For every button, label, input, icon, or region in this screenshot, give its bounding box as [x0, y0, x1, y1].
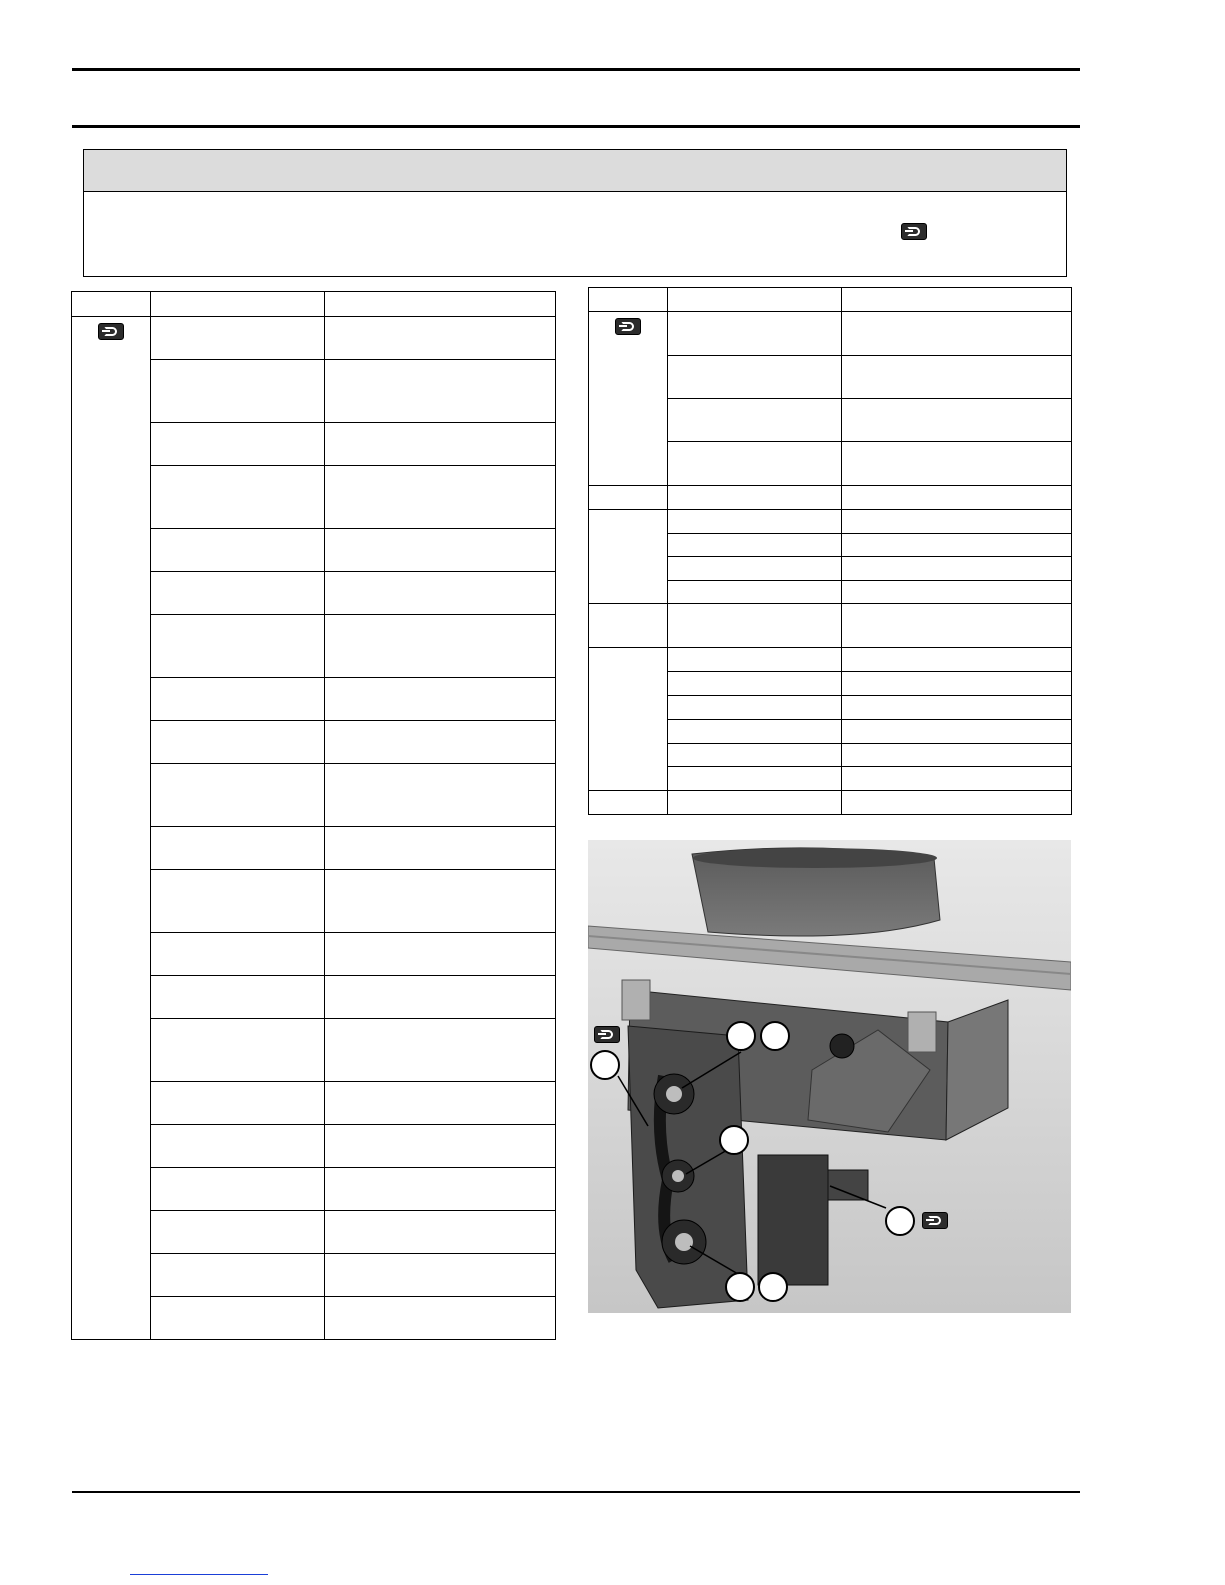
table-cell — [325, 976, 556, 1019]
table-cell — [842, 672, 1072, 696]
header-rule-bottom — [72, 125, 1080, 128]
specification-table-right — [588, 287, 1072, 815]
table-cell — [668, 442, 842, 486]
table-cell — [668, 534, 842, 557]
table-cell — [842, 486, 1072, 510]
header-rule-top — [72, 68, 1080, 71]
table-cell — [668, 720, 842, 744]
callout-marker — [760, 1021, 790, 1051]
key-tool-icon — [922, 1212, 948, 1229]
table-header-row — [72, 292, 556, 317]
table-cell — [325, 1125, 556, 1168]
table-cell — [668, 486, 842, 510]
table-cell — [842, 767, 1072, 791]
table-cell — [151, 1082, 325, 1125]
notice-box — [83, 149, 1067, 277]
callout-marker — [758, 1272, 788, 1302]
table-cell — [668, 581, 842, 604]
table-cell — [325, 933, 556, 976]
icon-cell — [589, 312, 668, 486]
notice-heading — [84, 150, 1066, 192]
table-cell — [842, 442, 1072, 486]
table-cell — [151, 317, 325, 360]
table-cell — [325, 1082, 556, 1125]
table-cell — [151, 615, 325, 678]
table-cell — [325, 360, 556, 423]
table-cell — [325, 572, 556, 615]
table-row — [589, 312, 1072, 356]
table-cell — [589, 604, 668, 648]
table-cell — [668, 744, 842, 767]
table-cell — [151, 827, 325, 870]
table-row — [72, 317, 556, 360]
column-header — [72, 292, 151, 317]
table-cell — [151, 1019, 325, 1082]
table-cell — [151, 1254, 325, 1297]
column-header — [842, 288, 1072, 312]
table-cell — [325, 423, 556, 466]
table-cell — [668, 557, 842, 581]
icon-cell — [72, 317, 151, 1340]
table-cell — [151, 1211, 325, 1254]
column-header — [151, 292, 325, 317]
table-cell — [668, 510, 842, 534]
table-cell — [842, 557, 1072, 581]
table-cell — [325, 1211, 556, 1254]
table-cell — [842, 510, 1072, 534]
table-row — [589, 510, 1072, 534]
key-tool-icon — [594, 1026, 620, 1043]
footer-link[interactable] — [130, 1574, 268, 1575]
callout-marker — [726, 1021, 756, 1051]
table-cell — [151, 1168, 325, 1211]
table-cell — [842, 581, 1072, 604]
table-cell — [668, 604, 842, 648]
table-cell — [151, 1125, 325, 1168]
table-row — [589, 604, 1072, 648]
table-cell — [842, 534, 1072, 557]
table-cell — [151, 933, 325, 976]
table-cell — [151, 764, 325, 827]
table-cell — [325, 317, 556, 360]
table-cell — [151, 423, 325, 466]
table-cell — [668, 767, 842, 791]
table-cell — [668, 791, 842, 815]
table-cell — [589, 648, 668, 791]
table-cell — [325, 615, 556, 678]
table-cell — [589, 486, 668, 510]
table-cell — [325, 870, 556, 933]
table-cell — [325, 466, 556, 529]
table-cell — [842, 312, 1072, 356]
table-cell — [668, 356, 842, 399]
table-cell — [668, 312, 842, 356]
table-cell — [325, 721, 556, 764]
table-cell — [589, 510, 668, 604]
table-cell — [842, 696, 1072, 720]
table-cell — [151, 572, 325, 615]
table-cell — [668, 672, 842, 696]
table-cell — [151, 529, 325, 572]
table-cell — [325, 827, 556, 870]
table-cell — [842, 604, 1072, 648]
key-tool-icon — [98, 323, 124, 340]
table-cell — [151, 721, 325, 764]
gearbox-illustration — [588, 840, 1071, 1313]
table-cell — [325, 1254, 556, 1297]
callout-marker — [590, 1050, 620, 1080]
callout-marker — [719, 1125, 749, 1155]
table-cell — [325, 764, 556, 827]
table-header-row — [589, 288, 1072, 312]
table-cell — [325, 1168, 556, 1211]
callout-marker — [725, 1272, 755, 1302]
table-cell — [151, 466, 325, 529]
table-cell — [842, 648, 1072, 672]
table-cell — [325, 529, 556, 572]
table-cell — [325, 1297, 556, 1340]
table-cell — [151, 1297, 325, 1340]
table-cell — [151, 870, 325, 933]
table-cell — [842, 399, 1072, 442]
table-cell — [668, 696, 842, 720]
notice-body — [84, 192, 1066, 277]
table-row — [589, 486, 1072, 510]
callout-marker — [885, 1206, 915, 1236]
column-header — [589, 288, 668, 312]
gearbox-assembly-photo — [588, 840, 1071, 1313]
table-cell — [842, 720, 1072, 744]
table-cell — [668, 399, 842, 442]
table-cell — [151, 360, 325, 423]
table-row — [589, 791, 1072, 815]
table-cell — [842, 791, 1072, 815]
table-cell — [842, 356, 1072, 399]
specification-table-left — [71, 291, 556, 1340]
key-tool-icon — [901, 223, 927, 240]
table-cell — [668, 648, 842, 672]
table-cell — [589, 791, 668, 815]
table-cell — [325, 678, 556, 721]
table-cell — [325, 1019, 556, 1082]
column-header — [668, 288, 842, 312]
table-row — [589, 648, 1072, 672]
table-cell — [151, 678, 325, 721]
footer-rule — [72, 1491, 1080, 1493]
key-tool-icon — [615, 318, 641, 335]
table-cell — [151, 976, 325, 1019]
table-cell — [842, 744, 1072, 767]
column-header — [325, 292, 556, 317]
